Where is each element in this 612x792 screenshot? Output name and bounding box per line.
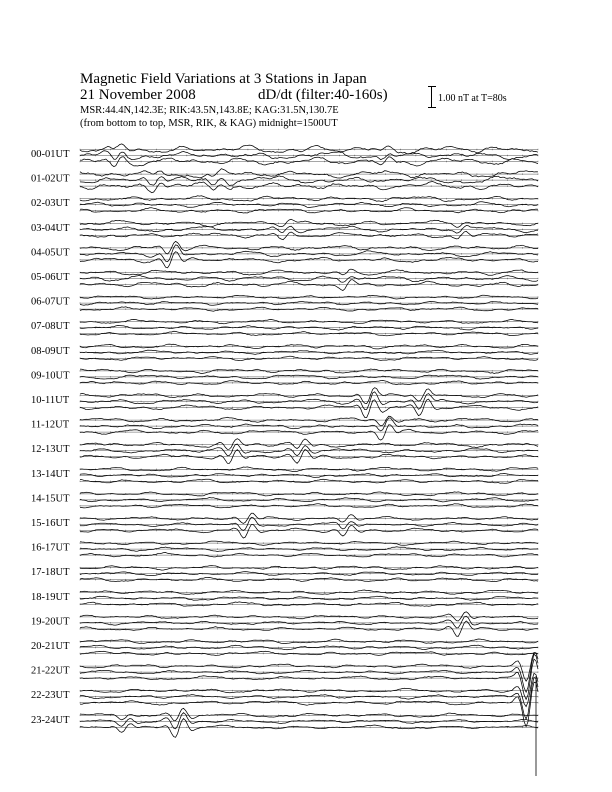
hour-label-18-19UT: 18-19UT: [31, 591, 70, 603]
station-order-note: (from bottom to top, MSR, RIK, & KAG) midnight=1500UT: [80, 118, 338, 129]
trace-23-24UT-KAG: [80, 708, 538, 720]
hour-label-17-18UT: 17-18UT: [31, 567, 70, 579]
hour-label-15-16UT: 15-16UT: [31, 518, 70, 529]
quantity-label: dD/dt (filter:40-160s): [258, 87, 388, 103]
trace-layer: [80, 144, 538, 776]
trace-08-09UT-KAG: [80, 344, 538, 349]
trace-22-23UT-RIK: [80, 677, 538, 719]
trace-18-19UT-MSR: [80, 602, 538, 606]
trace-21-22UT-RIK: [80, 654, 538, 692]
hour-label-12-13UT: 12-13UT: [31, 444, 70, 456]
trace-09-10UT-KAG: [80, 369, 538, 374]
hour-label-19-20UT: 19-20UT: [31, 616, 70, 628]
hour-label-07-08UT: 07-08UT: [31, 321, 70, 333]
trace-04-05UT-KAG: [80, 241, 538, 254]
trace-11-12UT-KAG: [80, 416, 538, 426]
station-coordinates: MSR:44.4N,142.3E; RIK:43.5N,143.8E; KAG:31.5N,130.7E: [80, 105, 339, 116]
hour-label-23-24UT: 23-24UT: [31, 714, 70, 726]
hour-label-16-17UT: 16-17UT: [31, 542, 70, 554]
date-label: 21 November 2008: [80, 87, 196, 103]
trace-22-23UT-MSR: [80, 682, 538, 727]
hour-label-06-07UT: 06-07UT: [31, 296, 70, 308]
hour-label-22-23UT: 22-23UT: [31, 690, 70, 702]
hour-label-13-14UT: 13-14UT: [31, 468, 70, 480]
hour-label-21-22UT: 21-22UT: [31, 665, 70, 677]
trace-12-13UT-RIK: [80, 444, 538, 456]
hour-label-11-12UT: 11-12UT: [31, 419, 70, 431]
hour-label-20-21UT: 20-21UT: [31, 641, 70, 652]
hour-label-03-04UT: 03-04UT: [31, 222, 70, 234]
hour-label-02-03UT: 02-03UT: [31, 198, 70, 210]
scale-label: 1.00 nT at T=80s: [438, 93, 507, 104]
hour-label-00-01UT: 00-01UT: [31, 149, 70, 160]
hour-label-05-06UT: 05-06UT: [31, 272, 70, 283]
hour-label-08-09UT: 08-09UT: [31, 345, 70, 357]
hour-labels: [31, 149, 70, 726]
chart-title: Magnetic Field Variations at 3 Stations in Japan: [80, 71, 367, 87]
trace-01-02UT-KAG: [80, 169, 538, 178]
hour-label-01-02UT: 01-02UT: [31, 173, 70, 185]
trace-00-01UT-RIK: [80, 151, 538, 160]
hour-label-09-10UT: 09-10UT: [31, 370, 70, 382]
trace-19-20UT-RIK: [80, 616, 538, 628]
hour-label-04-05UT: 04-05UT: [31, 247, 70, 259]
hour-label-10-11UT: 10-11UT: [31, 395, 70, 406]
hour-label-14-15UT: 14-15UT: [31, 493, 70, 505]
